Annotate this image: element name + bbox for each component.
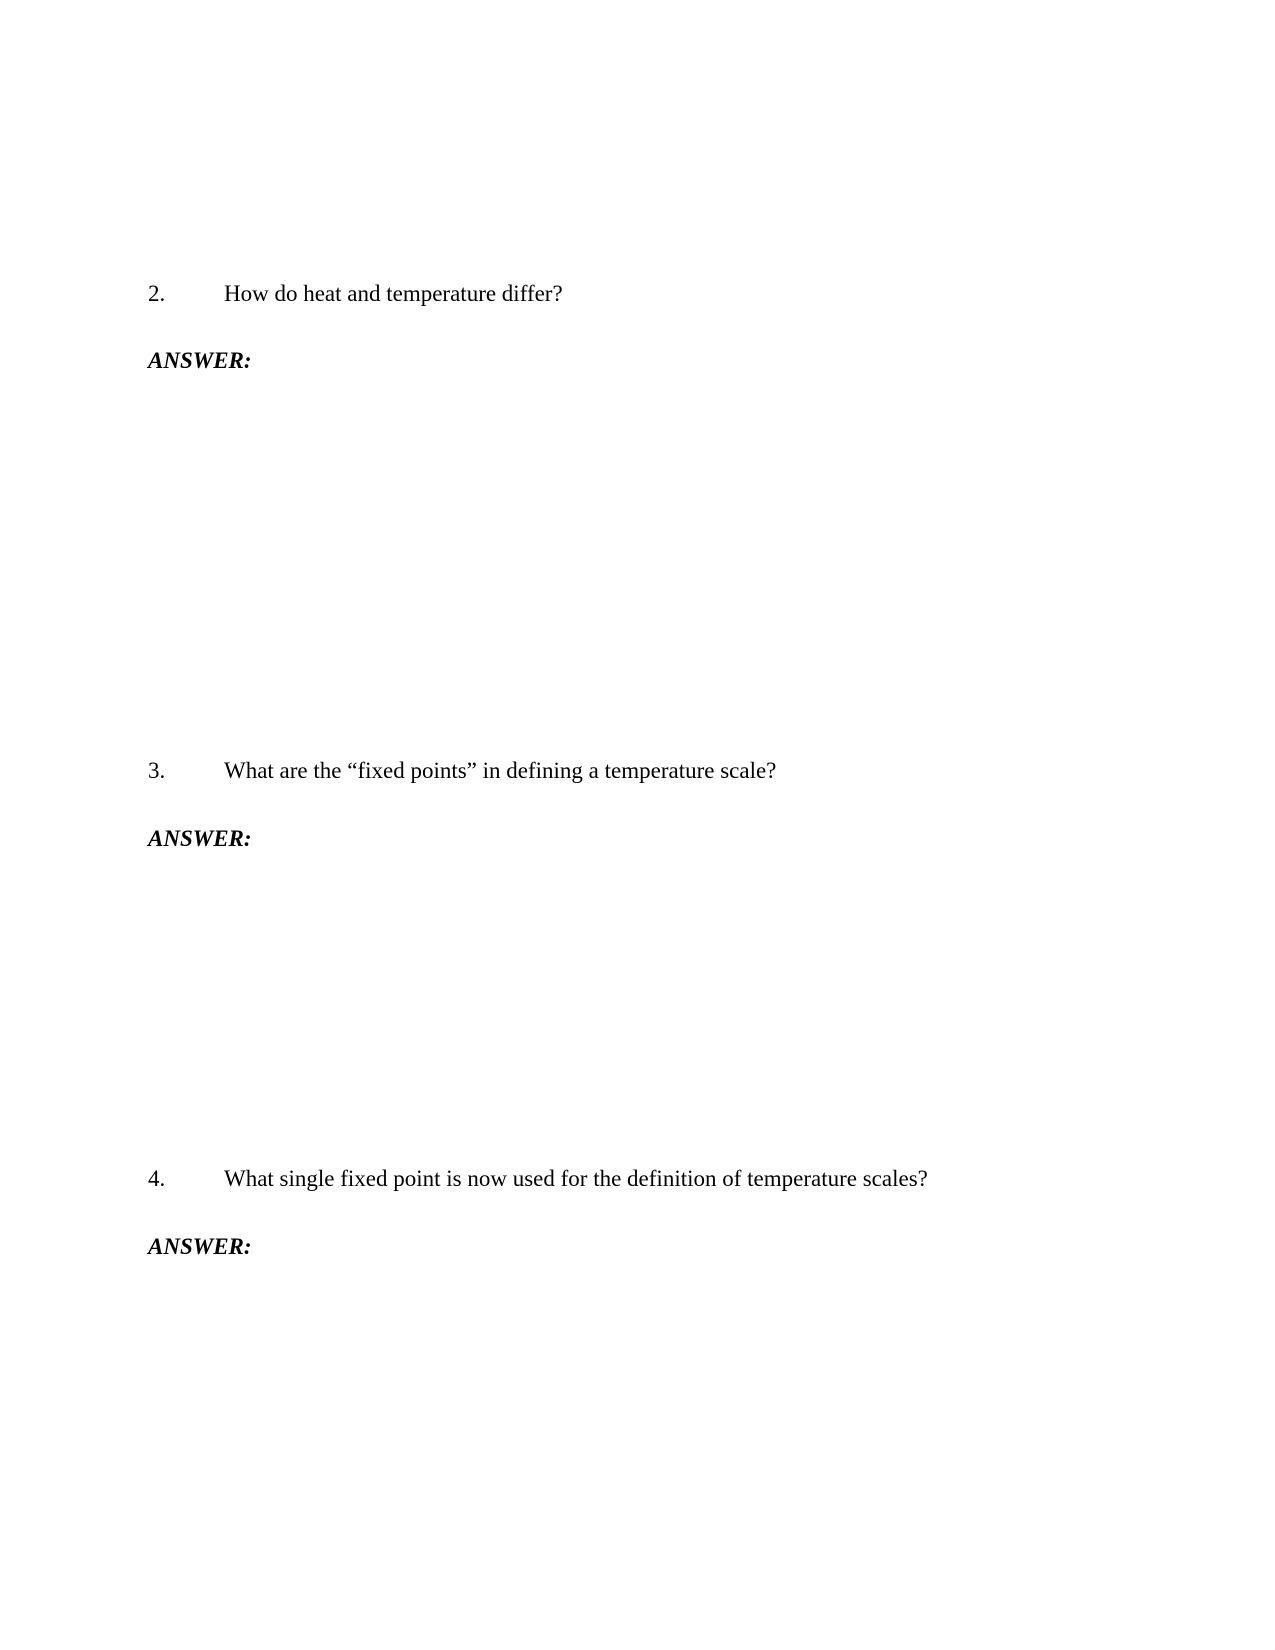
- question-number: 2.: [148, 281, 166, 306]
- question-3: [0, 756, 1275, 796]
- answer-label: ANSWER:: [148, 348, 252, 373]
- answer-label: ANSWER:: [148, 826, 252, 851]
- question-2: [0, 279, 1275, 319]
- question-text: What are the “fixed points” in defining a temperature scale?: [224, 758, 777, 783]
- answer-label: ANSWER:: [148, 1234, 252, 1259]
- question-number: 4.: [148, 1166, 166, 1191]
- question-number: 3.: [148, 758, 166, 783]
- question-text: How do heat and temperature differ?: [224, 281, 563, 306]
- question-text: What single fixed point is now used for the definition of temperature scales?: [224, 1166, 928, 1191]
- question-4: [0, 1164, 1275, 1204]
